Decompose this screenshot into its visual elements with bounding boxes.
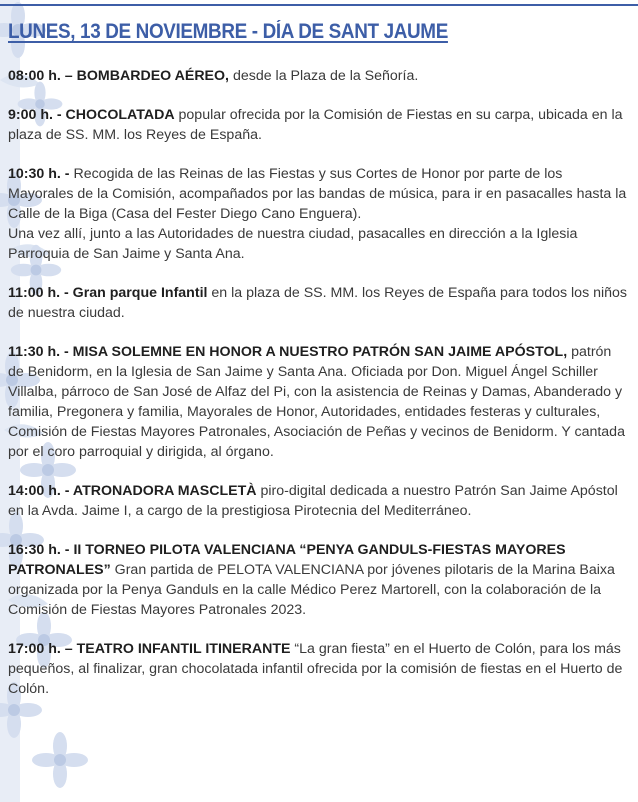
program-content [8, 20, 630, 718]
event-time-heading: 11:30 h. - MISA SOLEMNE EN HONOR A NUESTRO PATRÓN SAN JAIME APÓSTOL, [8, 344, 568, 360]
event-item [8, 164, 630, 264]
event-description: piro-digital dedicada a nuestro Patrón San Jaime Apóstol en la Avda. Jaime I, a cargo de la prestigiosa Pirotecnia del Mediterráneo. [8, 483, 618, 519]
event-item [8, 481, 630, 521]
event-extra-paragraph: Una vez allí, junto a las Autoridades de nuestra ciudad, pasacalles en dirección a la Iglesia Parroquia de San Jaime y Santa Ana. [8, 226, 578, 262]
event-description: patrón de Benidorm, en la Iglesia de San Jaime y Santa Ana. Oficiada por Don. Miguel Ángel Schiller Villalba, párroco de San José de Alfaz del Pi, con la asistencia de Reinas y Damas, Abanderado y familia, Pregonera y familia, Mayorales de Honor, Autoridades, entidades festeras y culturales, Comisión de Fiestas Mayores Patronales, Asociación de Peñas y vecinos de Benidorm. Y cantada por el coro parroquial y dirigida, al órgano. [8, 344, 625, 460]
event-time-heading: 17:00 h. – TEATRO INFANTIL ITINERANTE [8, 641, 291, 657]
event-description: en la plaza de SS. MM. los Reyes de España para todos los niños de nuestra ciudad. [8, 285, 628, 321]
event-time-heading: 10:30 h. - [8, 166, 70, 182]
event-description: desde la Plaza de la Señoría. [229, 68, 419, 84]
event-item [8, 540, 630, 620]
event-item [8, 342, 630, 462]
event-time-heading: 9:00 h. - CHOCOLATADA [8, 107, 175, 123]
event-item [8, 105, 630, 145]
top-rule [0, 4, 638, 6]
event-description: popular ofrecida por la Comisión de Fiestas en su carpa, ubicada en la plaza de SS. MM. los Reyes de España. [8, 107, 623, 143]
event-item [8, 283, 630, 323]
event-item [8, 66, 630, 86]
event-description: Recogida de las Reinas de las Fiestas y sus Cortes de Honor por parte de los Mayorales de la Comisión, acompañados por las bandas de música, para ir en pasacalles hasta la Calle de la Biga (Casa del Fester Diego Cano Enguera). [8, 166, 627, 222]
event-time-heading: 14:00 h. - ATRONADORA MASCLETÀ [8, 483, 257, 499]
event-time-heading: 11:00 h. - Gran parque Infantil [8, 285, 208, 301]
event-description: “La gran fiesta” en el Huerto de Colón, para los más pequeños, al finalizar, gran chocolatada infantil ofrecida por la comisión de fiestas en el Huerto de Colón. [8, 641, 623, 697]
event-description: Gran partida de PELOTA VALENCIANA por jóvenes pilotaris de la Marina Baixa organizada por la Penya Ganduls en la calle Médico Perez Martorell, con la colaboración de la Comisión de Fiestas Mayores Patronales 2023. [8, 562, 615, 618]
event-item [8, 639, 630, 699]
event-time-heading: 16:30 h. - II TORNEO PILOTA VALENCIANA “PENYA GANDULS-FIESTAS MAYORES PATRONALES” [8, 542, 566, 578]
page-title: LUNES, 13 DE NOVIEMBRE - DÍA DE SANT JAUME [8, 20, 448, 43]
event-time-heading: 08:00 h. – BOMBARDEO AÉREO, [8, 68, 230, 84]
